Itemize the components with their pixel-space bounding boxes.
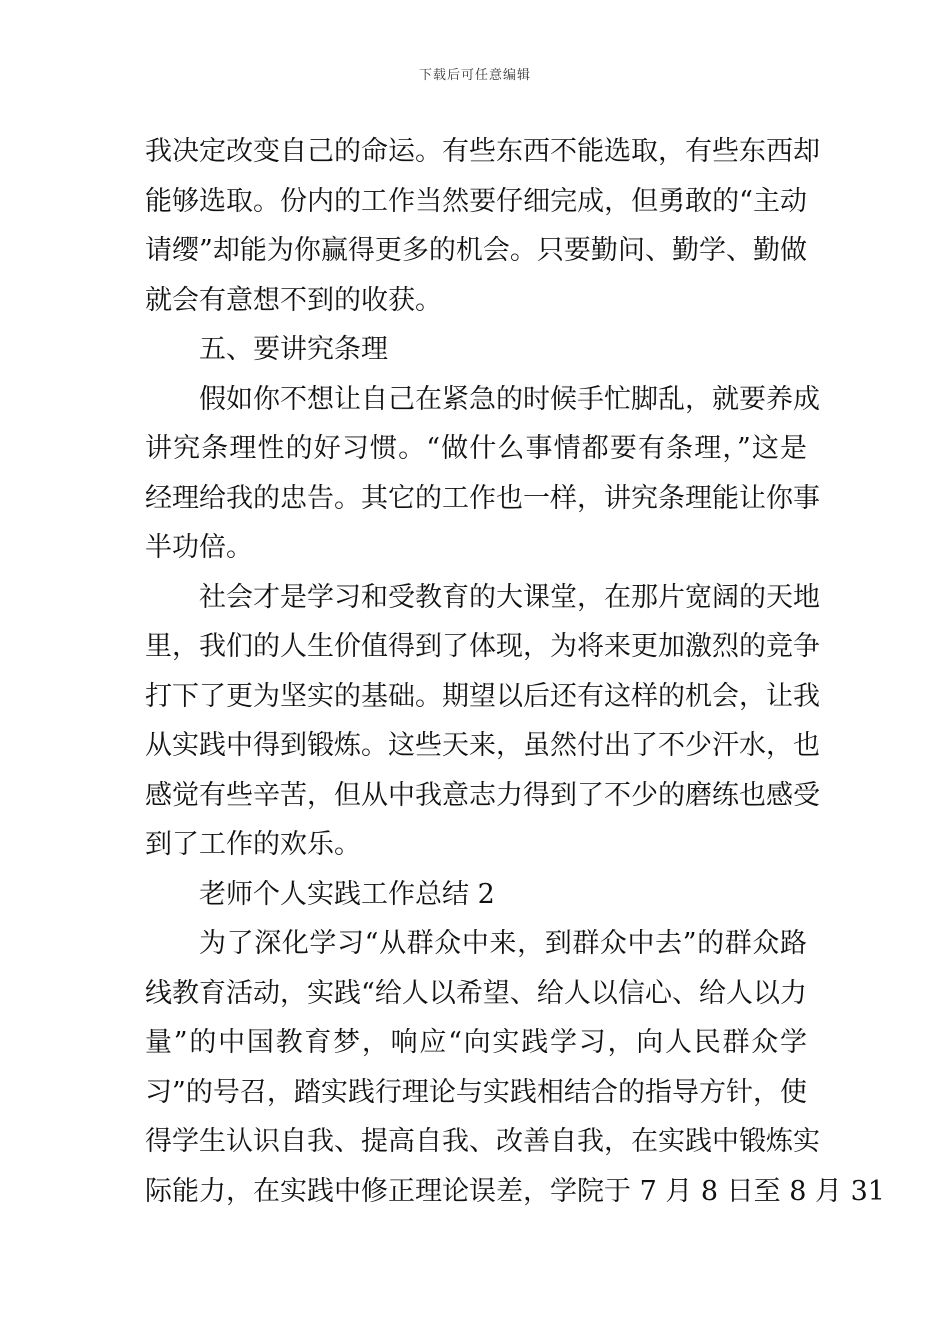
- text-line: 得学生认识自我、提高自我、改善自我，在实践中锻炼实: [145, 1126, 820, 1157]
- text-line: 能够选取。份内的工作当然要仔细完成，但勇敢的“主动: [145, 185, 807, 217]
- text-line: 到了工作的欢乐。: [145, 829, 361, 860]
- text-line: 际能力，在实践中修正理论误差，学院于 7 月 8 日至 8 月 31: [145, 1175, 885, 1207]
- text-line: 请缨”却能为你赢得更多的机会。只要勤问、勤学、勤做: [145, 235, 807, 266]
- text-line: 打下了更为坚实的基础。期望以后还有这样的机会，让我: [145, 680, 820, 712]
- text-line: 经理给我的忠告。其它的工作也一样，讲究条理能让你事: [145, 482, 820, 514]
- text-line: 量”的中国教育梦，响应“向实践学习，向人民群众学: [145, 1027, 807, 1058]
- text-line: 里，我们的人生价值得到了体现，为将来更加激烈的竞争: [145, 631, 820, 662]
- text-line: 习”的号召，踏实践行理论与实践相结合的指导方针，使: [145, 1076, 807, 1108]
- text-line: 讲究条理性的好习惯。“做什么事情都要有条理，”这是: [145, 433, 807, 464]
- text-line: 就会有意想不到的收获。: [145, 284, 442, 316]
- document-body: [145, 127, 885, 1216]
- text-line: 感觉有些辛苦，但从中我意志力得到了不少的磨练也感受: [145, 779, 820, 811]
- section-heading: 五、要讲究条理: [199, 334, 388, 365]
- section-heading: 老师个人实践工作总结 2: [199, 878, 495, 910]
- text-line: 从实践中得到锻炼。这些天来，虽然付出了不少汗水，也: [145, 730, 820, 761]
- page-header: 下载后可任意编辑: [418, 68, 531, 83]
- text-line: 假如你不想让自己在紧急的时候手忙脚乱，就要养成: [199, 383, 820, 415]
- text-line: 社会才是学习和受教育的大课堂，在那片宽阔的天地: [199, 581, 820, 613]
- text-line: 半功倍。: [145, 532, 253, 563]
- text-line: 线教育活动，实践“给人以希望、给人以信心、给人以力: [145, 977, 807, 1009]
- text-line: 为了深化学习“从群众中来，到群众中去”的群众路: [199, 928, 807, 959]
- text-line: 我决定改变自己的命运。有些东西不能选取，有些东西却: [145, 136, 820, 167]
